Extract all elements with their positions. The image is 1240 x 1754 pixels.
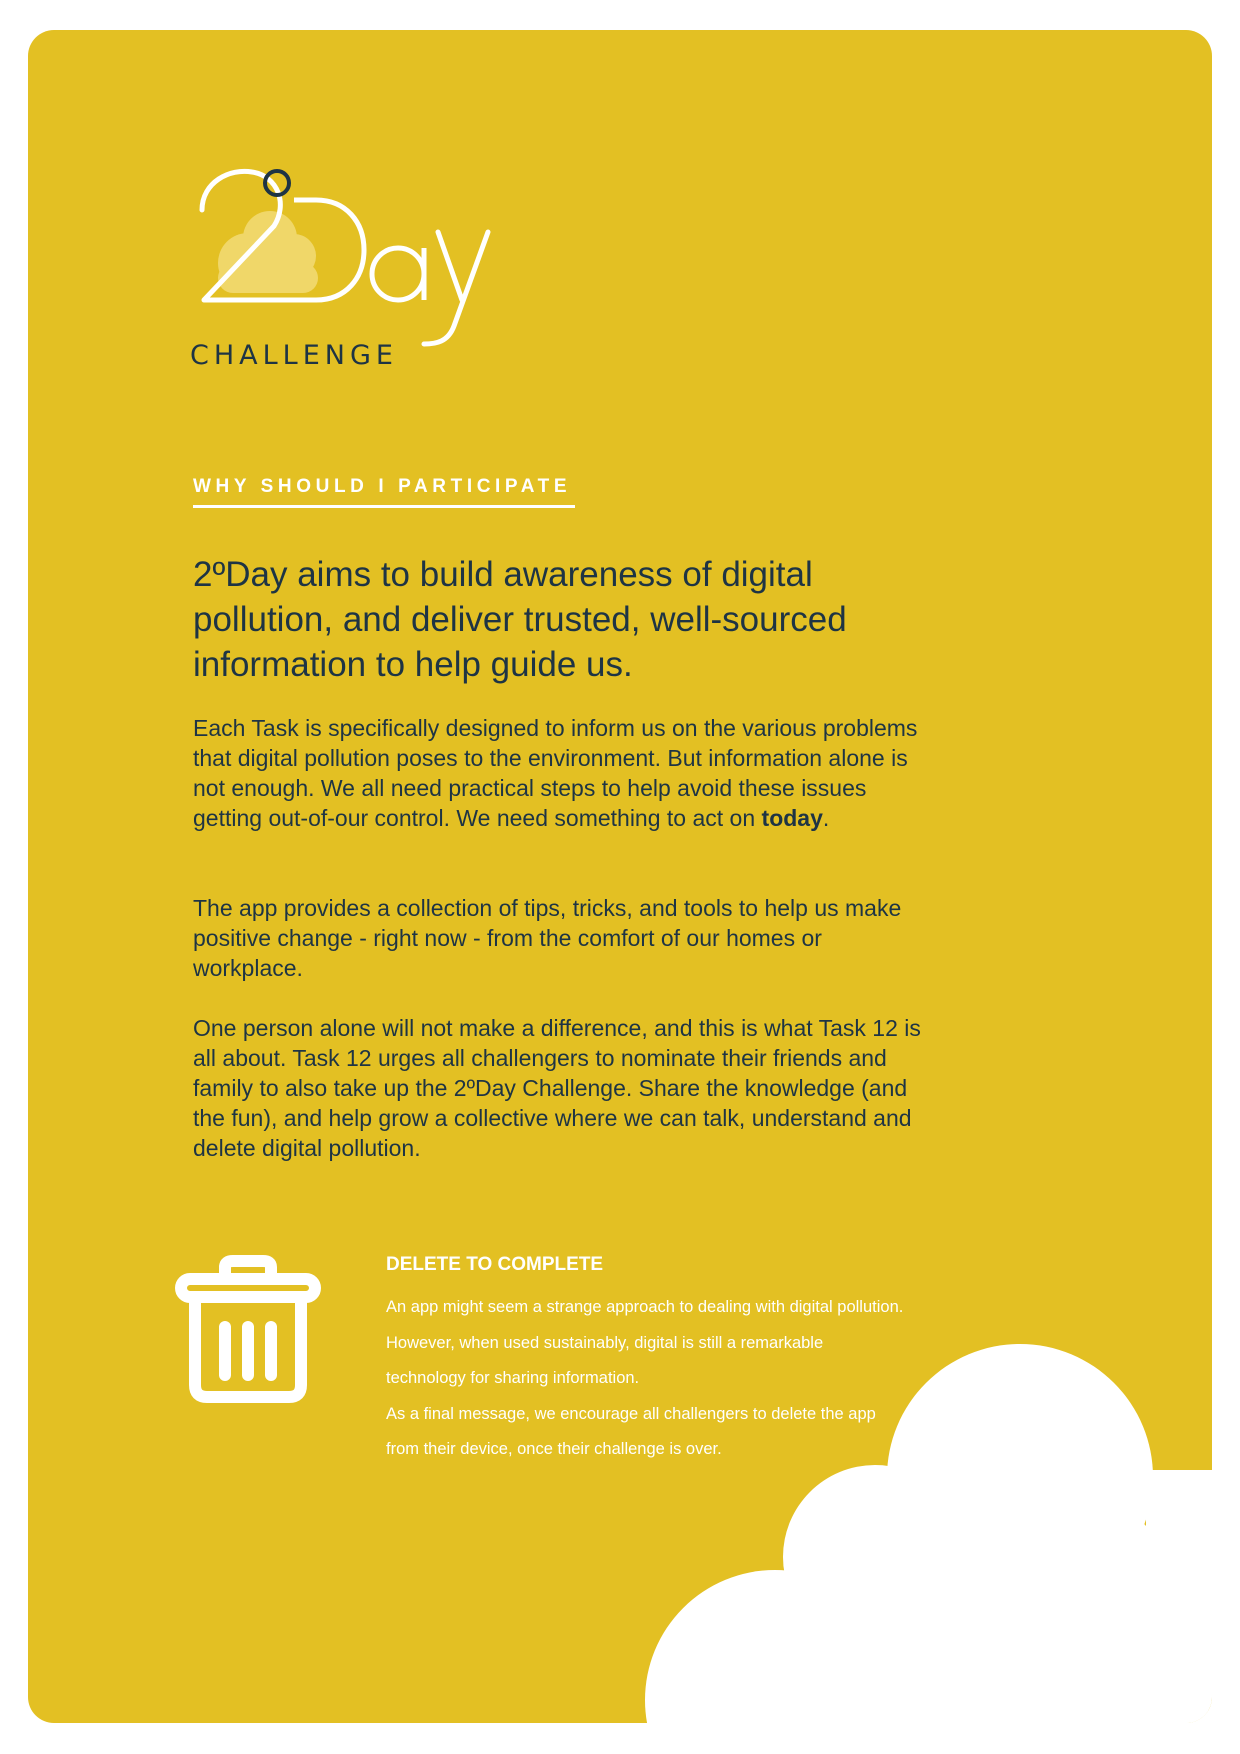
p1-bold-today: today (761, 805, 823, 831)
section-heading: WHY SHOULD I PARTICIPATE (193, 476, 572, 497)
note-line-2: As a final message, we encourage all challengers to delete the app from their device, once their challenge is over. (386, 1404, 876, 1458)
page-card (28, 30, 1212, 1723)
p1-text: Each Task is specifically designed to inform us on the various problems that digital pollution poses to the environment. But information alone is not enough. We all need practical steps to help avoid these issues getting out-of-our control. We need something to act on (193, 715, 918, 831)
p1-end: . (822, 805, 830, 831)
cloud-decoration (28, 30, 1212, 1723)
note-title: DELETE TO COMPLETE (386, 1254, 604, 1275)
lead-paragraph: 2ºDay aims to build awareness of digital pollution, and deliver trusted, well-sourced information to help guide us. (193, 555, 847, 684)
body-paragraph-3: One person alone will not make a difference, and this is what Task 12 is all about. Task 12 urges all challengers to nominate their friends and family to also take up the 2ºDay Challenge. Share the knowledge (and the fun), and help grow a collective where we can talk, understand and delete digital pollution. (193, 1015, 921, 1161)
logo-challenge-text: CHALLENGE (190, 340, 398, 371)
body-paragraph-2: The app provides a collection of tips, tricks, and tools to help us make positive change - right now - from the comfort of our homes or workplace. (193, 895, 902, 981)
note-line-1: An app might seem a strange approach to dealing with digital pollution. However, when used sustainably, digital is still a remarkable technology for sharing information. (386, 1298, 904, 1387)
